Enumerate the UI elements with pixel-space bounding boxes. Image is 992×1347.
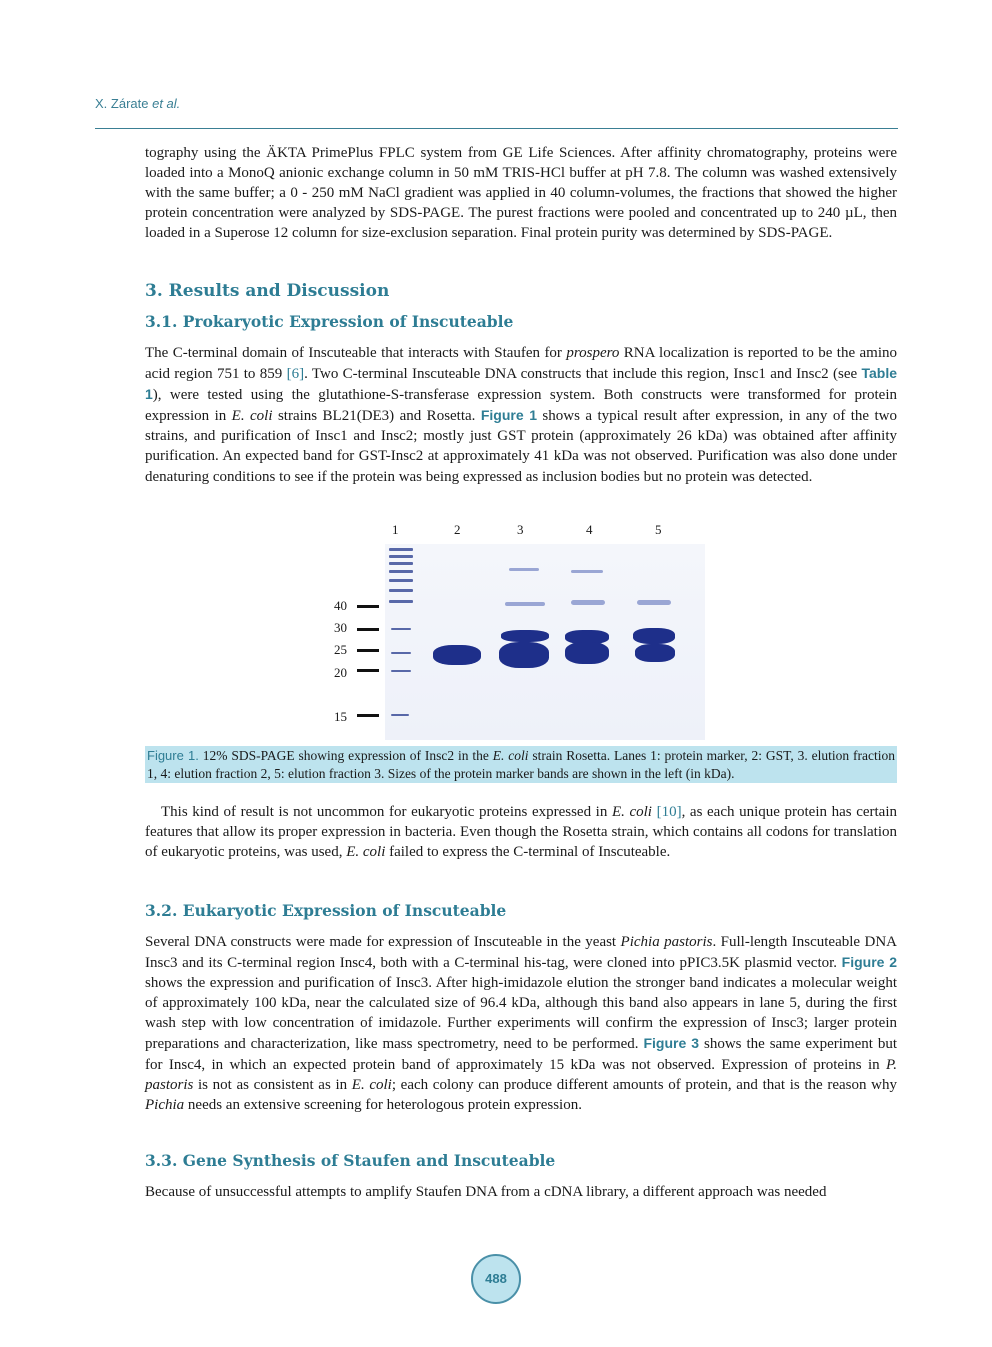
citation-link-6[interactable]: [6]: [286, 366, 305, 383]
figure-3-link[interactable]: Figure 3: [643, 1035, 700, 1052]
section-heading-results: 3. Results and Discussion: [145, 281, 390, 301]
lane-label-1: 1: [392, 522, 399, 537]
marker-label-40: 40: [334, 598, 347, 613]
figure-1-link[interactable]: Figure 1: [480, 407, 537, 424]
marker-label-20: 20: [334, 665, 347, 680]
section-heading-gene-synthesis: 3.3. Gene Synthesis of Staufen and Inscuteable: [145, 1151, 556, 1170]
marker-tick-40: [357, 605, 379, 608]
marker-tick-15: [357, 714, 379, 717]
marker-label-15: 15: [334, 709, 347, 724]
marker-tick-20: [357, 669, 379, 672]
table-1-link[interactable]: Table 1: [145, 365, 897, 403]
header-divider: [95, 128, 898, 129]
figure-1-caption: Figure 1. 12% SDS-PAGE showing expression of Insc2 in the E. coli strain Rosetta. Lanes 1: protein marker, 2: GST, 3. elution fraction 1, 4: elution fraction 2, 5: elution fraction 3. Sizes of the protein marker bands are shown in the left (in kDa).: [145, 746, 897, 783]
figure-1-gel-image: [320, 518, 700, 740]
paragraph-prokaryotic-expression: The C-terminal domain of Inscuteable that interacts with Staufen for prospero RNA localization is reported to be the amino acid region 751 to 859 [6]. Two C-terminal Inscuteable DNA constructs that include this region, Insc1 and Insc2 (see Table 1), were tested using the glutathione-S-transferase expression system. Both constructs were transformed for protein expression in E. coli strains BL21(DE3) and Rosetta. Figure 1 shows a typical result after expression, in any of the two strains, and purification of Insc1 and Insc2; mostly just GST protein (approximately 26 kDa) was obtained after affinity purification. An expected band for GST-Insc2 at approximately 41 kDa was not observed. Purification was also done under denaturing conditions to see if the protein was being expressed as inclusion bodies but no protein was detected.: [145, 345, 897, 485]
page-number-badge: 488: [471, 1254, 521, 1304]
gel-background: [385, 544, 705, 740]
paragraph-gene-synthesis: Because of unsuccessful attempts to amplify Staufen DNA from a cDNA library, a different approach was needed: [145, 1184, 827, 1200]
lane-label-5: 5: [655, 522, 662, 537]
section-heading-eukaryotic: 3.2. Eukaryotic Expression of Inscuteable: [145, 901, 507, 920]
lane-label-2: 2: [454, 522, 461, 537]
marker-label-25: 25: [334, 642, 347, 657]
paragraph-ecoli-discussion: This kind of result is not uncommon for eukaryotic proteins expressed in E. coli [10], as each unique protein has certain features that allow its proper expression in bacteria. Even though the Rosetta strain, which contains all codons for translation of eukaryotic proteins, was used, E. coli failed to express the C-terminal of Inscuteable.: [145, 804, 898, 861]
lane-label-3: 3: [517, 522, 524, 537]
running-header-author: X. Zárate et al.: [95, 96, 181, 111]
marker-label-30: 30: [334, 620, 347, 635]
lane-label-4: 4: [586, 522, 593, 537]
intro-paragraph: tography using the ÄKTA PrimePlus FPLC system from GE Life Sciences. After affinity chromatography, proteins were loaded into a MonoQ anionic exchange column in 50 mM TRIS-HCl buffer at pH 7.8. The column was washed extensively with the same buffer; a 0 - 250 mM NaCl gradient was applied in 40 column-volumes, the fractions that showed the higher protein concentration were analyzed by SDS-PAGE. The purest fractions were pooled and concentrated up to 240 µL, then loaded in a Superose 12 column for size-exclusion separation. Final protein purity was determined by SDS-PAGE.: [145, 145, 897, 242]
paragraph-eukaryotic-expression: Several DNA constructs were made for expression of Inscuteable in the yeast Pichia pastoris. Full-length Inscuteable DNA Insc3 and its C-terminal region Insc4, both with a C-terminal his-tag, were cloned into pPIC3.5K plasmid vector. Figure 2 shows the expression and purification of Insc3. After high-imidazole elution the stronger band indicates a molecular weight of approximately 100 kDa, near the calculated size of 96.4 kDa, although this band also appears in lane 5, during the first wash step with low concentration of imidazole. Further experiments will confirm the expression of Insc3; larger protein preparations and characterization, like mass spectrometry, need to be performed. Figure 3 shows the same experiment but for Insc4, in which an expected protein band of approximately 15 kDa was not observed. Expression of proteins in P. pastoris is not as consistent as in E. coli; each colony can produce different amounts of protein, and that is the reason why Pichia needs an extensive screening for heterologous protein expression.: [145, 934, 898, 1113]
marker-tick-25: [357, 649, 379, 652]
marker-tick-30: [357, 628, 379, 631]
section-heading-prokaryotic: 3.1. Prokaryotic Expression of Inscuteable: [145, 312, 514, 331]
citation-link-10[interactable]: [10]: [656, 804, 682, 820]
figure-2-link[interactable]: Figure 2: [841, 954, 897, 971]
